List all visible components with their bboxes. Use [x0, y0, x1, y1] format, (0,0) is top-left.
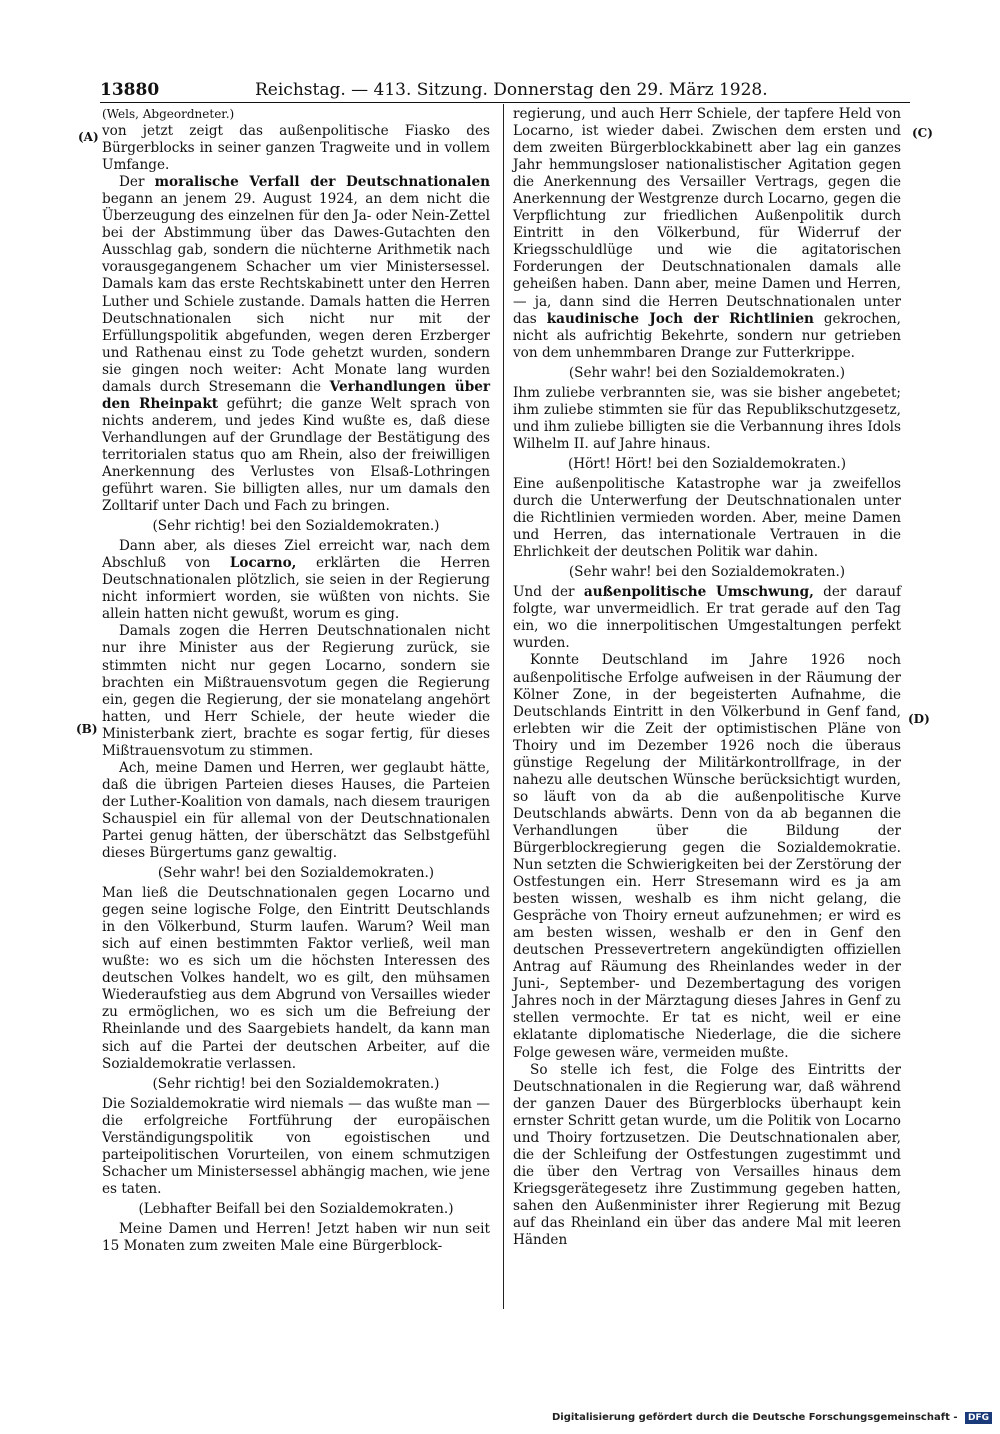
running-title: Reichstag. — 413. Sitzung. Donnerstag den 29. März 1928. [255, 80, 768, 100]
paragraph: Konnte Deutschland im Jahre 1926 noch außenpolitische Erfolge aufweisen in der Räumung der Kölner Zone, in der begeisterten Aufnahme, die Deutschlands Eintritt in den Völkerbund in Genf fand, erlebten wir die Zeit der optimistischen Pläne von Thoiry und im Dezember 1926 noch die überaus günstige Regelung der Militärkontrollfrage, in der nahezu alle deutschen Wünsche berücksichtigt wurden, so läuft von da ab die außenpolitische Kurve Deutschlands abwärts. Denn von da ab begannen die Verhandlungen über die Bildung der Bürgerblockregierung gegen die Sozialdemokratie. Nun setzten die Schwierigkeiten bei der Zerstörung der Ostfestungen ein. Herr Stresemann wird es ja am besten wissen, weshalb es ihm nicht gelang, die Gespräche von Thoiry erneut aufzunehmen; er wird es am besten wissen, weshalb er den in Genf den deutschen Pressevertretern angekündigten offiziellen Antrag auf Räumung des Rheinlandes weder in der Juni-, September- und Dezembertagung des vorigen Jahres noch in der Märztagung dieses Jahres in Genf zu stellen vermochte. Er tat es nicht, weil er eine eklatante diplomatische Niederlage, die die sichere Folge gewesen wäre, vermeiden mußte. [513, 652, 901, 1061]
dfg-logo: DFG [965, 1412, 992, 1424]
paragraph: Die Sozialdemokratie wird niemals — das wußte man — die erfolgreiche Fortführung der europäischen Verständigungspolitik von egoistischen und parteipolitischen Vorurteilen, von einem schmutzigen Schacher um Ministersessel abhängig machen, wie jene es taten. [102, 1095, 490, 1197]
column-divider [503, 104, 504, 1309]
header-rule [100, 102, 910, 103]
paragraph: regierung, und auch Herr Schiele, der tapfere Held von Locarno, ist wieder dabei. Zwischen dem ersten und dem zweiten Bürgerblockkabinett aber lag ein ganzes Jahr hemmungsloser nationalistischer Agitation gegen die Anerkennung des Versailler Vertrags, gegen die Anerkennung der Westgrenze durch Locarno, gegen die Verpflichtung zur friedlichen Außenpolitik durch Eintritt in den Völkerbund, für Widerruf der Kriegsschuldlüge und wie die agitatorischen Forderungen der Deutschnationalen damals alle geheißen haben. Dann aber, meine Damen und Herren, — ja, dann sind die Herren Deutschnationalen unter das kaudinische Joch der Richtlinien gekrochen, nicht als aufrichtig Bekehrte, sondern nur getrieben von dem unhemmbaren Drange zur Futterkrippe. [513, 106, 901, 361]
footer-text: Digitalisierung gefördert durch die Deutsche Forschungsgemeinschaft - [551, 1412, 958, 1423]
interjection: (Sehr wahr! bei den Sozialdemokraten.) [157, 865, 435, 882]
margin-mark-c: (C) [912, 126, 933, 140]
left-column [102, 106, 490, 1255]
speaker-label: (Wels, Abgeordneter.) [102, 107, 235, 121]
page-number: 13880 [100, 80, 160, 100]
paragraph: Damals zogen die Herren Deutschnationalen nicht nur ihre Minister aus der Regierung zurück, sie stimmten nicht nur gegen Locarno, sondern sie brachten ein Mißtrauensvotum gegen die Regierung ein, gegen die Regierung, der sie monatelang angehört hatten, und Herr Schiele, der heute wieder die Ministerbank ziert, brachte es sogar fertig, für dieses Mißtrauensvotum zu stimmen. [102, 623, 490, 759]
margin-mark-d: (D) [908, 712, 930, 726]
paragraph: Meine Damen und Herren! Jetzt haben wir nun seit 15 Monaten zum zweiten Male eine Bürgerblock- [102, 1221, 490, 1255]
margin-mark-b: (B) [76, 722, 98, 736]
paragraph: Ihm zuliebe verbrannten sie, was sie bisher angebetet; ihm zuliebe stimmten sie für das Republikschutzgesetz, und ihm zuliebe billigten sie die Verbannung ihres Idols Wilhelm II. auf Jahre hinaus. [513, 384, 901, 452]
paragraph: Dann aber, als dieses Ziel erreicht war, nach dem Abschluß von Locarno, erklärten die Herren Deutschnationalen plötzlich, sie seien in der Regierung nicht informiert worden, sie wüßten von nichts. Sie allein hatten nicht gewußt, worum es ging. [102, 538, 490, 623]
paragraph: So stelle ich fest, die Folge des Eintritts der Deutschnationalen in die Regierung war, daß während der ganzen Dauer des Bürgerblocks überhaupt kein ernster Schritt getan wurde, um die Politik von Locarno und Thoiry fortzusetzen. Die Deutschnationalen aber, die der Schleifung der Ostfestungen zugestimmt und die über den Vertrag von Versailles hinaus dem Kriegsgerätegesetz ihre Zustimmung gegeben hatten, sahen den Außenminister ihrer Regierung mit Bezug auf das Rheinland ein über das andere Mal mit leeren Händen [513, 1061, 901, 1249]
paragraph: von jetzt zeigt das außenpolitische Fiasko des Bürgerblocks in seiner ganzen Tragweite und in vollem Umfange. [102, 123, 490, 174]
interjection: (Sehr richtig! bei den Sozialdemokraten.) [152, 518, 440, 535]
right-column [513, 106, 901, 1249]
digitization-footer [552, 1412, 992, 1424]
paragraph: Und der außenpolitische Umschwung, der darauf folgte, war unvermeidlich. Er trat gerade auf den Tag ein, wo die innerpolitischen Umgestaltungen perfekt wurden. [513, 584, 901, 652]
interjection: (Hört! Hört! bei den Sozialdemokraten.) [567, 455, 847, 472]
interjection: (Sehr wahr! bei den Sozialdemokraten.) [568, 364, 846, 381]
interjection: (Sehr wahr! bei den Sozialdemokraten.) [568, 564, 846, 581]
paragraph: Der moralische Verfall der Deutschnationalen begann an jenem 29. August 1924, an dem nicht die Überzeugung des einzelnen für den Ja- oder Nein-Zettel bei der Abstimmung über das Dawes-Gutachten den Ausschlag gab, sondern die nüchterne Arithmetik nach vorausgegangenem Schacher um vier Ministersessel. Damals kam das erste Rechtskabinett unter den Herren Luther und Schiele zustande. Damals hatten die Herren Deutschnationalen sich nicht nur mit der Erfüllungspolitik abgefunden, wegen deren Erzberger und Rathenau einst zu Tode gehetzt wurden, sondern sie gingen noch weiter: Acht Monate lang wurden damals durch Stresemann die Verhandlungen über den Rheinpakt geführt; die ganze Welt sprach von nichts anderem, und jedes Kind wußte es, daß diese Verhandlungen auf der Grundlage der Bestätigung des territorialen status quo am Rhein, also der freiwilligen Anerkennung des Verlustes von Elsaß-Lothringen geführt waren. Sie billigten alles, nur um damals den Zolltarif unter Dach und Fach zu bringen. [102, 174, 491, 515]
paragraph: Eine außenpolitische Katastrophe war ja zweifellos durch die Unterwerfung der Deutschnationalen unter die Richtlinien vermieden worden. Aber, meine Damen und Herren, das internationale Vertrauen in die Ehrlichkeit der deutschen Politik war dahin. [513, 475, 901, 561]
interjection: (Sehr richtig! bei den Sozialdemokraten.) [152, 1075, 440, 1092]
interjection: (Lebhafter Beifall bei den Sozialdemokraten.) [138, 1200, 454, 1217]
margin-mark-a: (A) [78, 130, 99, 144]
page-header [100, 80, 910, 102]
paragraph: Ach, meine Damen und Herren, wer geglaubt hätte, daß die übrigen Parteien dieses Hauses, die Parteien der Luther-Koalition von damals, nach diesem traurigen Schauspiel ein für allemal von der Deutschnationalen Partei genug hätten, der überschätzt das Selbstgefühl dieses Bürgertums ganz gewaltig. [102, 759, 490, 862]
paragraph: Man ließ die Deutschnationalen gegen Locarno und gegen seine logische Folge, den Eintritt Deutschlands in den Völkerbund, Sturm laufen. Warum? Weil man sich auf einen bestimmten Faktor verließ, weil man wußte: wo es sich um die höchsten Interessen des deutschen Volkes handelt, wo es gilt, den mühsamen Wiederaufstieg aus dem Abgrund von Versailles wieder zu ermöglichen, wo es sich um die Befreiung der Rheinlande und des Saargebiets handelt, da kann man sich auf die Partei der deutschen Arbeiter, auf die Sozialdemokratie verlassen. [102, 885, 490, 1072]
